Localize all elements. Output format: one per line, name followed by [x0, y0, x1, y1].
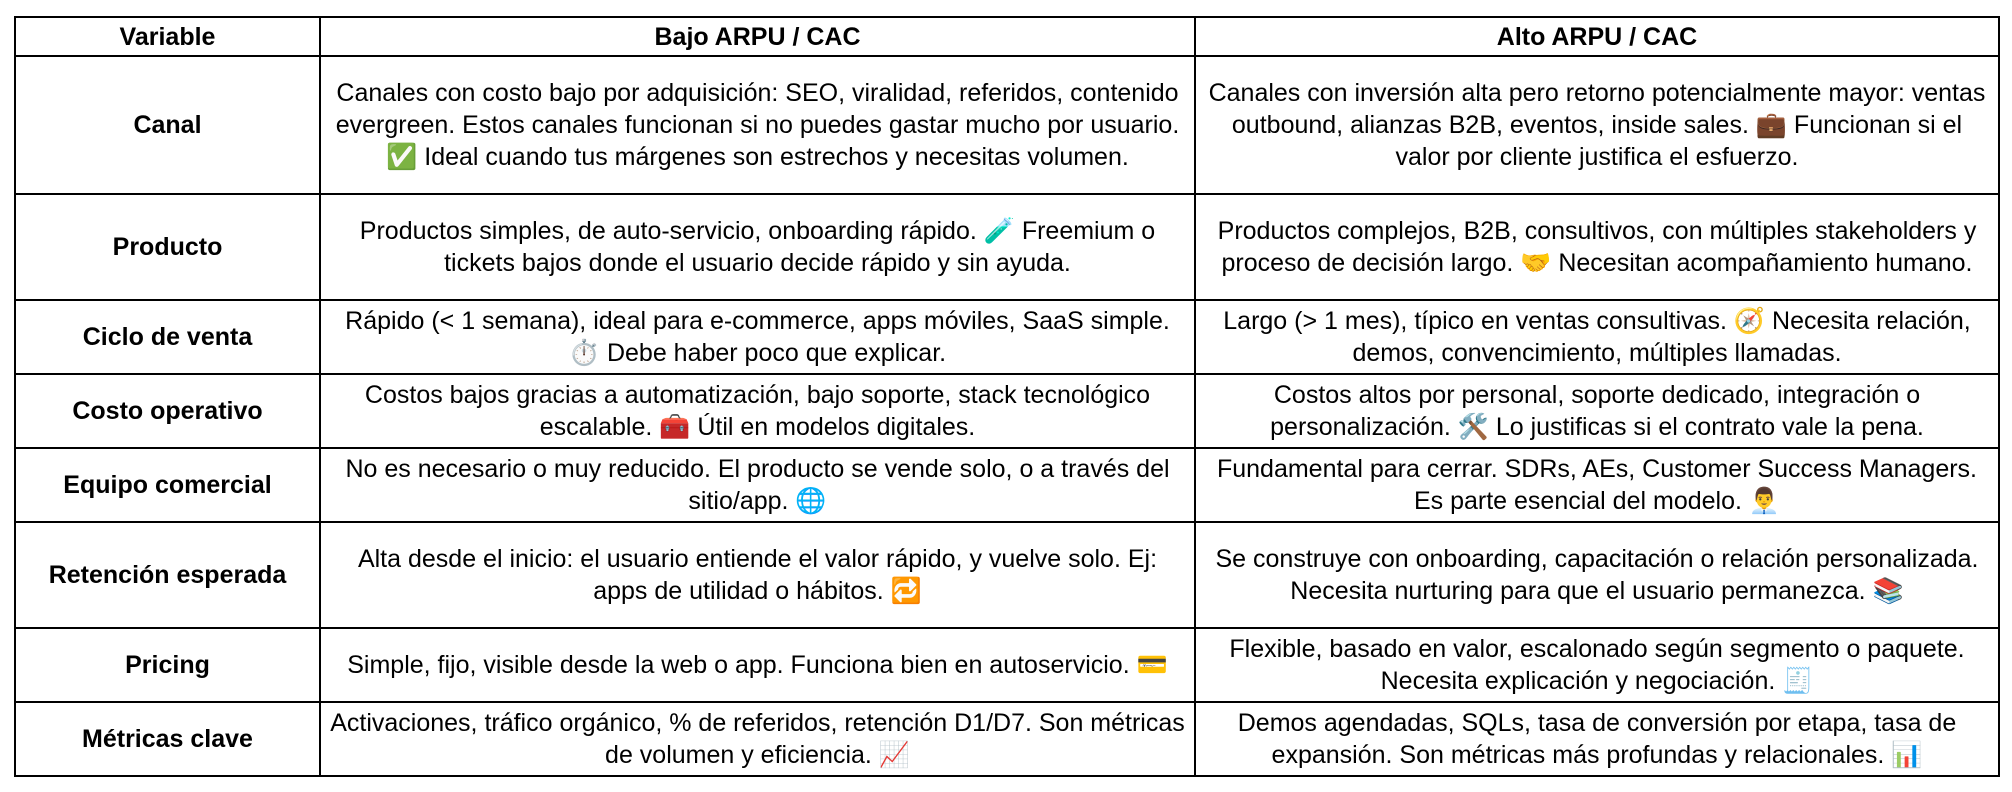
variable-cell: Costo operativo	[15, 374, 320, 448]
header-bajo-arpu-cac: Bajo ARPU / CAC	[320, 17, 1195, 56]
bajo-cell: Simple, fijo, visible desde la web o app. Funciona bien en autoservicio. 💳	[320, 628, 1195, 702]
table-row-retencion-esperada	[15, 522, 1999, 628]
variable-cell: Retención esperada	[15, 522, 320, 628]
table-row-pricing	[15, 628, 1999, 702]
variable-cell: Canal	[15, 56, 320, 194]
table-row-equipo-comercial	[15, 448, 1999, 522]
alto-cell: Costos altos por personal, soporte dedicado, integración o personalización. 🛠️ Lo justificas si el contrato vale la pena.	[1195, 374, 1999, 448]
comparison-table-container	[14, 16, 1998, 777]
bajo-cell: Rápido (< 1 semana), ideal para e-commerce, apps móviles, SaaS simple. ⏱️ Debe haber poco que explicar.	[320, 300, 1195, 374]
alto-cell: Flexible, basado en valor, escalonado según segmento o paquete. Necesita explicación y negociación. 🧾	[1195, 628, 1999, 702]
variable-cell: Ciclo de venta	[15, 300, 320, 374]
alto-cell: Canales con inversión alta pero retorno potencialmente mayor: ventas outbound, alianzas B2B, eventos, inside sales. 💼 Funcionan si el valor por cliente justifica el esfuerzo.	[1195, 56, 1999, 194]
variable-cell: Producto	[15, 194, 320, 300]
bajo-cell: No es necesario o muy reducido. El producto se vende solo, o a través del sitio/app. 🌐	[320, 448, 1195, 522]
table-header-row	[15, 17, 1999, 56]
table-row-ciclo-de-venta	[15, 300, 1999, 374]
alto-cell: Productos complejos, B2B, consultivos, con múltiples stakeholders y proceso de decisión largo. 🤝 Necesitan acompañamiento humano.	[1195, 194, 1999, 300]
table-row-metricas-clave	[15, 702, 1999, 776]
bajo-cell: Canales con costo bajo por adquisición: SEO, viralidad, referidos, contenido evergreen. Estos canales funcionan si no puedes gastar mucho por usuario. ✅ Ideal cuando tus márgenes son estrechos y necesitas volumen.	[320, 56, 1195, 194]
alto-cell: Largo (> 1 mes), típico en ventas consultivas. 🧭 Necesita relación, demos, convencimiento, múltiples llamadas.	[1195, 300, 1999, 374]
variable-cell: Pricing	[15, 628, 320, 702]
variable-cell: Equipo comercial	[15, 448, 320, 522]
header-variable: Variable	[15, 17, 320, 56]
alto-cell: Demos agendadas, SQLs, tasa de conversión por etapa, tasa de expansión. Son métricas más profundas y relacionales. 📊	[1195, 702, 1999, 776]
bajo-cell: Alta desde el inicio: el usuario entiende el valor rápido, y vuelve solo. Ej: apps de utilidad o hábitos. 🔁	[320, 522, 1195, 628]
header-alto-arpu-cac: Alto ARPU / CAC	[1195, 17, 1999, 56]
alto-cell: Fundamental para cerrar. SDRs, AEs, Customer Success Managers. Es parte esencial del modelo. 👨‍💼	[1195, 448, 1999, 522]
bajo-cell: Productos simples, de auto-servicio, onboarding rápido. 🧪 Freemium o tickets bajos donde el usuario decide rápido y sin ayuda.	[320, 194, 1195, 300]
table-row-costo-operativo	[15, 374, 1999, 448]
table-row-producto	[15, 194, 1999, 300]
bajo-cell: Activaciones, tráfico orgánico, % de referidos, retención D1/D7. Son métricas de volumen y eficiencia. 📈	[320, 702, 1195, 776]
variable-cell: Métricas clave	[15, 702, 320, 776]
table-row-canal	[15, 56, 1999, 194]
comparison-table	[14, 16, 2000, 777]
alto-cell: Se construye con onboarding, capacitación o relación personalizada. Necesita nurturing para que el usuario permanezca. 📚	[1195, 522, 1999, 628]
bajo-cell: Costos bajos gracias a automatización, bajo soporte, stack tecnológico escalable. 🧰 Útil en modelos digitales.	[320, 374, 1195, 448]
